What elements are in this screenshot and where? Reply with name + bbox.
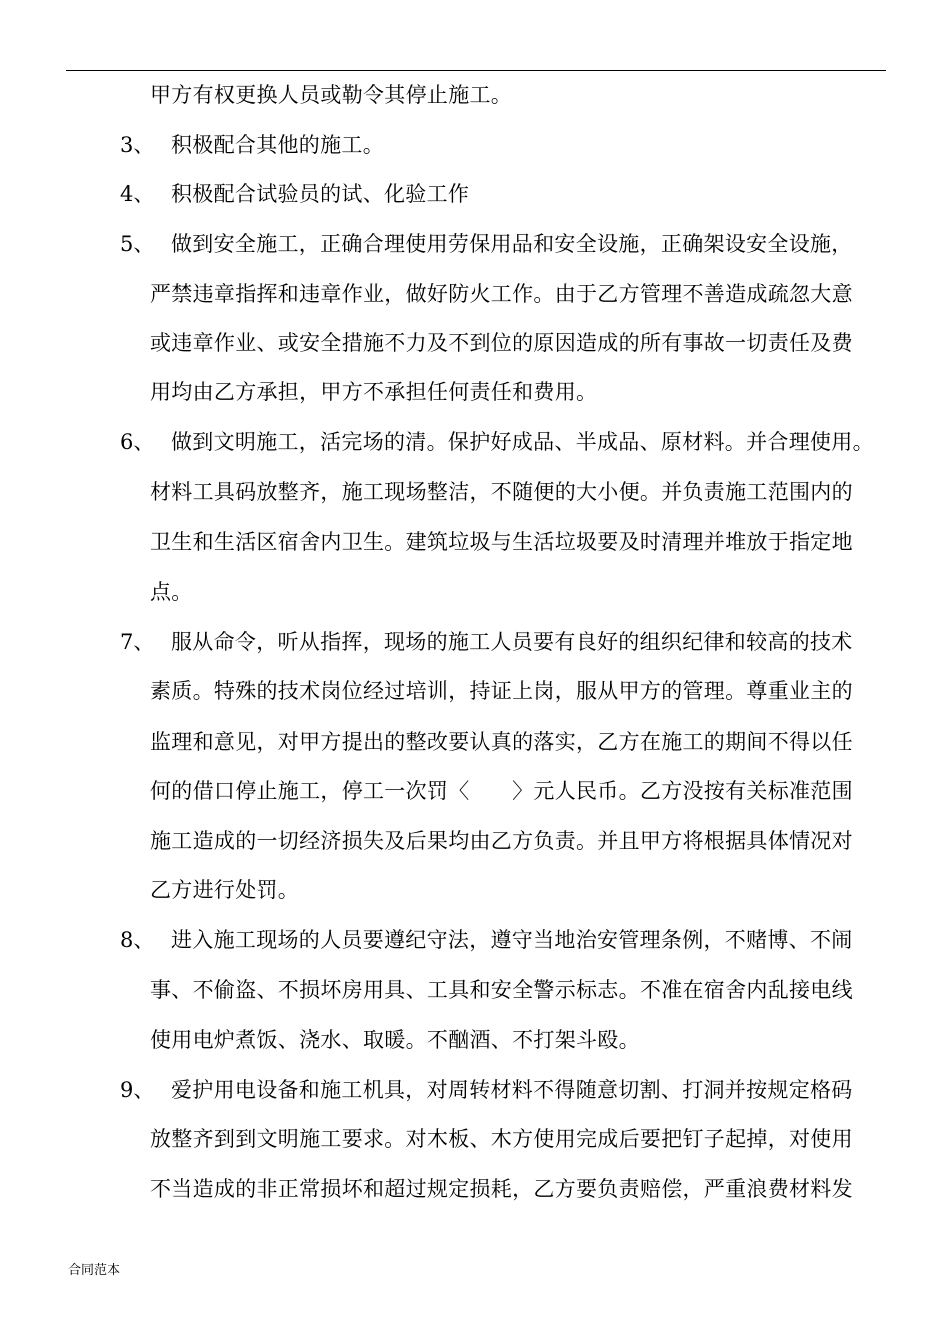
paragraph-line: 积极配合其他的施工。	[171, 133, 384, 157]
paragraph-line: 监理和意见，对甲方提出的整改要认真的落实，乙方在施工的期间不得以任	[150, 730, 853, 754]
paragraph-line: 施工造成的一切经济损失及后果均由乙方负责。并且甲方将根据具体情况对	[150, 829, 853, 853]
paragraph-line: 事、不偷盗、不损坏房用具、工具和安全警示标志。不准在宿舍内乱接电线	[150, 978, 853, 1002]
paragraph-line: 或违章作业、或安全措施不力及不到位的原因造成的所有事故一切责任及费	[150, 331, 853, 355]
item-number: 9、	[120, 1078, 155, 1102]
paragraph-line: 用均由乙方承担，甲方不承担任何责任和费用。	[150, 380, 598, 404]
item-number: 4、	[120, 182, 155, 206]
paragraph-line: 进入施工现场的人员要遵纪守法，遵守当地治安管理条例，不赌博、不闹	[171, 928, 853, 952]
paragraph-line: 使用电炉煮饭、浇水、取暖。不酗酒、不打架斗殴。	[150, 1028, 640, 1052]
page-footer: 合同范本	[68, 1263, 121, 1278]
item-number: 6、	[120, 430, 155, 454]
item-number: 5、	[120, 232, 155, 256]
paragraph-line: 不当造成的非正常损坏和超过规定损耗，乙方要负责赔偿，严重浪费材料发	[150, 1177, 853, 1201]
paragraph-line: 乙方进行处罚。	[150, 878, 300, 902]
paragraph-line: 做到安全施工，正确合理使用劳保用品和安全设施，正确架设安全设施，	[171, 232, 853, 256]
item-number: 7、	[120, 630, 155, 654]
paragraph-line: 服从命令，听从指挥，现场的施工人员要有良好的组织纪律和较高的技术	[171, 630, 853, 654]
paragraph-line: 严禁违章指挥和违章作业，做好防火工作。由于乙方管理不善造成疏忽大意	[150, 282, 853, 306]
paragraph-line: 甲方有权更换人员或勒令其停止施工。	[150, 83, 513, 107]
paragraph-line: 素质。特殊的技术岗位经过培训，持证上岗，服从甲方的管理。尊重业主的	[150, 679, 853, 703]
paragraph-line: 放整齐到到文明施工要求。对木板、木方使用完成后要把钉子起掉，对使用	[150, 1127, 853, 1151]
paragraph-line: 做到文明施工，活完场的清。保护好成品、半成品、原材料。并合理使用。	[171, 430, 874, 454]
paragraph-line: 点。	[150, 580, 193, 604]
item-number: 3、	[120, 133, 155, 157]
item-number: 8、	[120, 928, 155, 952]
paragraph-line: 何的借口停止施工，停工一次罚〈 〉元人民币。乙方没按有关标准范围	[150, 779, 853, 803]
header-rule	[66, 70, 886, 71]
paragraph-line: 卫生和生活区宿舍内卫生。建筑垃圾与生活垃圾要及时清理并堆放于指定地	[150, 530, 853, 554]
paragraph-line: 爱护用电设备和施工机具，对周转材料不得随意切割、打洞并按规定格码	[171, 1078, 853, 1102]
paragraph-line: 积极配合试验员的试、化验工作	[171, 182, 470, 206]
paragraph-line: 材料工具码放整齐，施工现场整洁，不随便的大小便。并负责施工范围内的	[150, 480, 853, 504]
